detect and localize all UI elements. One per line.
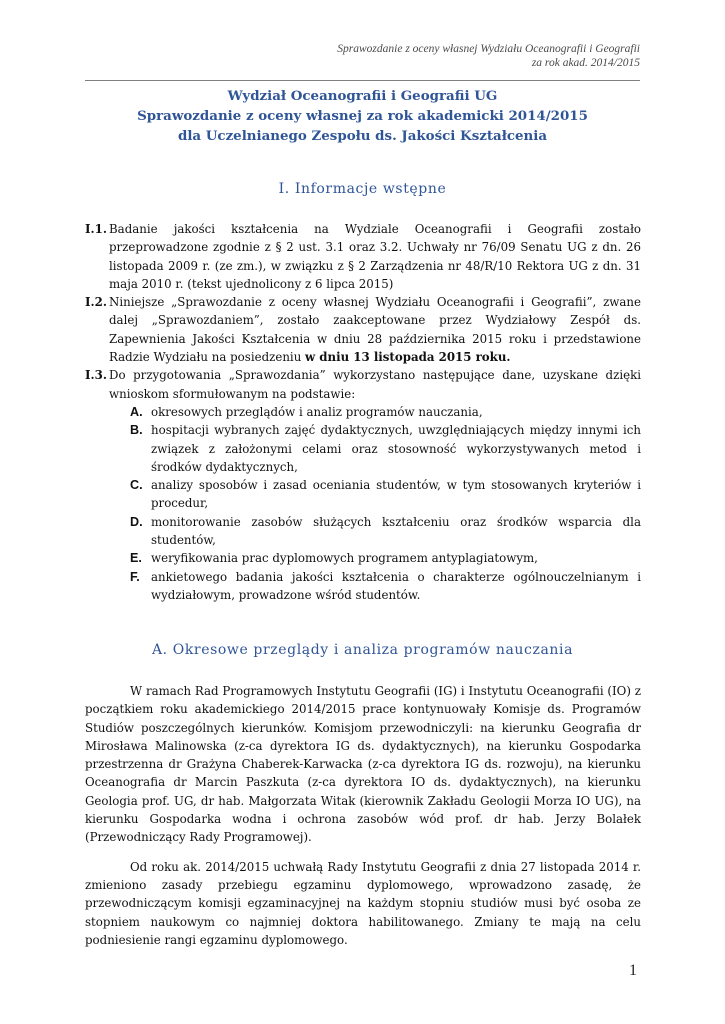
sub-item-letter: A. — [130, 404, 143, 419]
list-item — [85, 366, 641, 403]
paragraph: Od roku ak. 2014/2015 uchwałą Rady Instytutu Geografii z dnia 27 listopada 2014 r. zmieniono zasady przebiegu egzaminu dyplomowego, wprowadzono zasadę, że przewodniczącym komisji egzaminacyjnej na każdym stopniu studiów musi być osoba ze stopniem naukowym co najmniej doktora habilitowanego. Zmiany te mają na celu podniesienie rangi egzaminu dyplomowego. — [85, 859, 641, 947]
title-line-3: dla Uczelnianego Zespołu ds. Jakości Kształcenia — [177, 128, 548, 144]
sub-item-letter: C. — [130, 478, 143, 493]
sub-item-letter: F. — [130, 569, 140, 584]
item-text: Niniejsze „Sprawozdanie z oceny własnej Wydziału Oceanografii i Geografii”, zwane dalej „Sprawozdaniem”, zostało zaakceptowane przez Wydziałowy Zespół ds. Zapewnienia Jakości Kształcenia w dniu 28 października 2015 roku i przedstawione Radzie Wydziału na posiedzeniu — [109, 295, 641, 365]
paragraph: W ramach Rad Programowych Instytutu Geografii (IG) i Instytutu Oceanografii (IO) z początkiem roku akademickiego 2014/2015 prace kontynuowały Komisje ds. Programów Studiów poszczególnych kierunków. Komisjom przewodniczyli: na kierunku Geografia dr Mirosława Malinowska (z-ca dyrektora IG ds. dydaktycznych), na kierunku Gospodarka przestrzenna dr Grażyna Chaberek-Karwacka (z-ca dyrektora IG ds. rozwoju), na kierunku Oceanografia dr Marcin Paszkuta (z-ca dyrektora IO ds. dydaktycznych), na kierunku Geologia prof. UG, dr hab. Małgorzata Witak (kierownik Zakładu Geologii Morza IO UG), na kierunku Gospodarka wodna i ochrona zasobów wód prof. dr hab. Jerzy Bolałek (Przewodniczący Rady Programowej). — [85, 684, 641, 845]
document-title — [85, 86, 640, 146]
sub-item-letter: D. — [130, 514, 143, 529]
item-text: Badanie jakości kształcenia na Wydziale Oceanografii i Geografii zostało przeprowadzone zgodnie z § 2 ust. 3.1 oraz 3.2. Uchwały nr 76/09 Senatu UG z dn. 26 listopada 2009 r. (ze zm.), w związku z § 2 Zarządzenia nr 48/R/10 Rektora UG z dn. 31 maja 2010 r. (tekst ujednolicony z 6 lipca 2015) — [109, 222, 641, 291]
sub-item-letter: E. — [130, 551, 142, 566]
section-heading-intro: I. Informacje wstępne — [278, 181, 447, 197]
intro-section — [85, 220, 641, 604]
sub-list-item — [85, 513, 641, 550]
sub-list-item — [85, 403, 641, 421]
sub-item-text: hospitacji wybranych zajęć dydaktycznych, uwzględniających między innymi ich związek z założonymi celami oraz stosowność wykorzystywanych metod i środków dydaktycznych, — [151, 423, 641, 474]
section-a-body — [85, 682, 641, 949]
list-item — [85, 293, 641, 366]
title-line-2: Sprawozdanie z oceny własnej za rok akademicki 2014/2015 — [137, 108, 588, 124]
item-number: I.3. — [85, 368, 107, 383]
item-text: Do przygotowania „Sprawozdania” wykorzystano następujące dane, uzyskane dzięki wnioskom sformułowanym na podstawie: — [109, 368, 641, 401]
sub-item-text: weryfikowania prac dyplomowych programem antyplagiatowym, — [151, 551, 538, 566]
sub-item-text: ankietowego badania jakości kształcenia o charakterze ogólnouczelnianym i wydziałowym, prowadzone wśród studentów. — [151, 569, 641, 602]
sub-list-item — [85, 476, 641, 513]
running-header — [337, 42, 640, 70]
sub-item-text: monitorowanie zasobów służących kształceniu oraz środków wsparcia dla studentów, — [151, 514, 641, 548]
header-line-1: Sprawozdanie z oceny własnej Wydziału Oceanografii i Geografii — [337, 43, 640, 55]
sub-item-text: okresowych przeglądów i analiz programów nauczania, — [151, 404, 483, 419]
sub-item-letter: B. — [130, 423, 143, 438]
list-item — [85, 220, 641, 293]
item-text-bold: w dniu 13 listopada 2015 roku. — [305, 350, 511, 365]
sub-list-item — [85, 549, 641, 567]
sub-item-text: analizy sposobów i zasad oceniania studentów, w tym stosowanych kryteriów i procedur, — [151, 478, 641, 511]
title-line-1: Wydział Oceanografii i Geografii UG — [227, 88, 498, 104]
page-number: 1 — [629, 962, 637, 979]
sub-list-item — [85, 421, 641, 476]
section-heading-a: A. Okresowe przeglądy i analiza programów nauczania — [151, 642, 574, 658]
header-divider — [85, 80, 640, 81]
item-number: I.2. — [85, 295, 107, 310]
sub-list-item — [85, 568, 641, 605]
header-line-2: za rok akad. 2014/2015 — [531, 57, 640, 69]
item-number: I.1. — [85, 222, 107, 236]
